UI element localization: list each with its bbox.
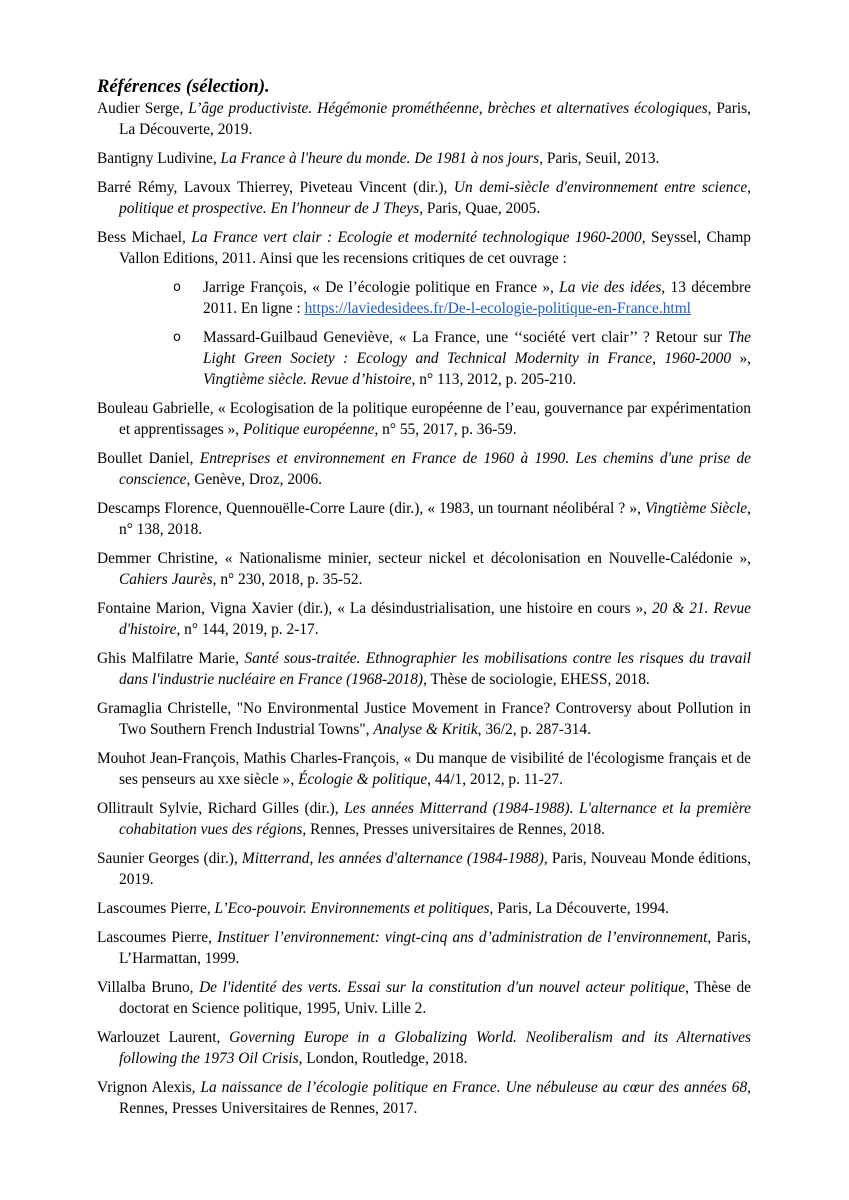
reference-entry: Boullet Daniel, Entreprises et environnement en France de 1960 à 1990. Les chemins d'une prise de conscience, Genève, Droz, 2006. <box>97 450 751 488</box>
bullet-icon: o <box>173 330 181 345</box>
reference-entry: Saunier Georges (dir.), Mitterrand, les années d'alternance (1984-1988), Paris, Nouveau Monde éditions, 2019. <box>97 850 752 888</box>
reference-entry: Audier Serge, L’âge productiviste. Hégémonie prométhéenne, brèches et alternatives écologiques, Paris, La Découverte, 2019. <box>97 100 752 138</box>
reference-entry: Ollitrault Sylvie, Richard Gilles (dir.), Les années Mitterrand (1984-1988). L'alternance et la première cohabitation vues des régions, Rennes, Presses universitaires de Rennes, 2018. <box>97 800 751 838</box>
reference-entry: Descamps Florence, Quennouëlle-Corre Laure (dir.), « 1983, un tournant néolibéral ? », Vingtième Siècle, n° 138, 2018. <box>97 500 751 538</box>
reference-entry: Ghis Malfilatre Marie, Santé sous-traitée. Ethnographier les mobilisations contre les risques du travail dans l'industrie nucléaire en France (1968-2018), Thèse de sociologie, EHESS, 2018. <box>97 650 751 688</box>
reference-entry: Bantigny Ludivine, La France à l'heure du monde. De 1981 à nos jours, Paris, Seuil, 2013. <box>97 150 660 167</box>
references-heading: Références (sélection). <box>97 77 270 97</box>
reference-entry: Lascoumes Pierre, Instituer l’environnement: vingt-cinq ans d’administration de l’environnement, Paris, L’Harmattan, 1999. <box>97 929 751 967</box>
reference-entry: Bess Michael, La France vert clair : Ecologie et modernité technologique 1960-2000, Seyssel, Champ Vallon Editions, 2011. Ainsi que les recensions critiques de cet ouvrage : <box>97 229 751 267</box>
reference-entry: Villalba Bruno, De l'identité des verts. Essai sur la constitution d'un nouvel acteur politique, Thèse de doctorat en Science politique, 1995, Univ. Lille 2. <box>97 979 752 1017</box>
reference-entry: Demmer Christine, « Nationalisme minier, secteur nickel et décolonisation en Nouvelle-Calédonie », Cahiers Jaurès, n° 230, 2018, p. 35-52. <box>97 550 751 588</box>
reference-entry: Bouleau Gabrielle, « Ecologisation de la politique européenne de l’eau, gouvernance par expérimentation et apprentissages », Politique européenne, n° 55, 2017, p. 36-59. <box>97 400 751 438</box>
reference-entry: Lascoumes Pierre, L’Eco-pouvoir. Environnements et politiques, Paris, La Découverte, 1994. <box>97 900 670 917</box>
reference-entry: Vrignon Alexis, La naissance de l’écologie politique en France. Une nébuleuse au cœur des années 68, Rennes, Presses Universitaires de Rennes, 2017. <box>97 1079 752 1117</box>
review-item: o Massard-Guilbaud Geneviève, « La France, une ‘‘société vert clair’’ ? Retour sur The Light Green Society : Ecology and Technical Modernity in France, 1960-2000 », Vingtième siècle. Revue d’histoire, n° 113, 2012, p. 205-210. <box>173 329 752 388</box>
reference-entry: Gramaglia Christelle, "No Environmental Justice Movement in France? Controversy about Pollution in Two Southern French Industrial Towns", Analyse & Kritik, 36/2, p. 287-314. <box>97 700 751 738</box>
reference-entry: Fontaine Marion, Vigna Xavier (dir.), « La désindustrialisation, une histoire en cours », 20 & 21. Revue d'histoire, n° 144, 2019, p. 2-17. <box>97 600 751 638</box>
bullet-icon: o <box>173 280 181 295</box>
reference-entry: Warlouzet Laurent, Governing Europe in a Globalizing World. Neoliberalism and its Alternatives following the 1973 Oil Crisis, London, Routledge, 2018. <box>97 1029 751 1067</box>
reference-entry: Barré Rémy, Lavoux Thierrey, Piveteau Vincent (dir.), Un demi-siècle d'environnement entre science, politique et prospective. En l'honneur de J Theys, Paris, Quae, 2005. <box>97 179 751 217</box>
references-section <box>97 76 751 1127</box>
reference-entry: Mouhot Jean-François, Mathis Charles-François, « Du manque de visibilité de l'écologisme français et de ses penseurs au xxe siècle », Écologie & politique, 44/1, 2012, p. 11-27. <box>97 750 751 788</box>
review-list <box>97 277 751 390</box>
review-item: o Jarrige François, « De l’écologie politique en France », La vie des idées, 13 décembre 2011. En ligne : https://laviedesidees.fr/De-l-ecologie-politique-en-France.html <box>173 279 752 317</box>
review-link[interactable]: https://laviedesidees.fr/De-l-ecologie-politique-en-France.html <box>304 300 691 317</box>
